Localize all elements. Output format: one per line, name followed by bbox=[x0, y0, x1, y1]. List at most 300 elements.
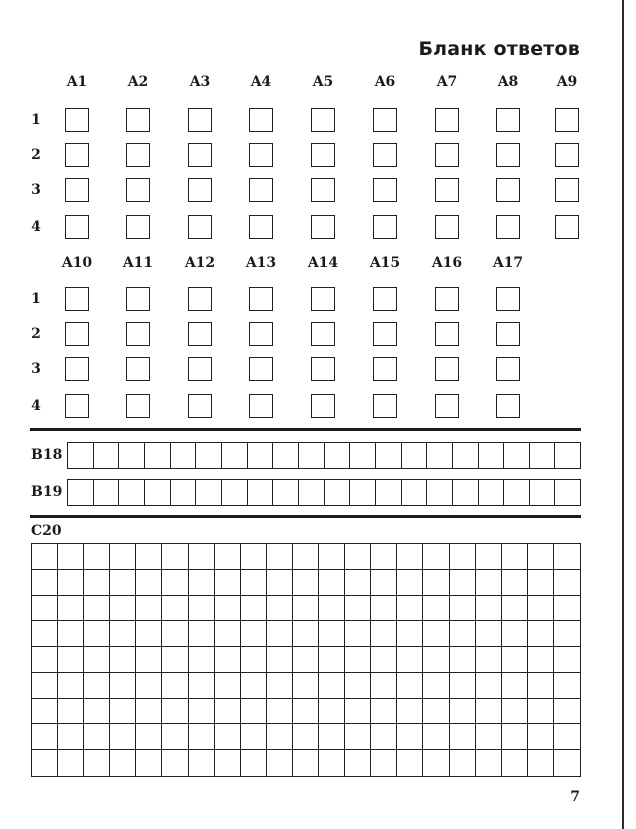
grid-cell[interactable] bbox=[397, 621, 423, 647]
answer-box-a2-2[interactable] bbox=[126, 143, 150, 167]
answer-box-a12-2[interactable] bbox=[188, 322, 212, 346]
answer-box-a13-2[interactable] bbox=[249, 322, 273, 346]
grid-cell[interactable] bbox=[319, 570, 345, 596]
answer-box-a11-3[interactable] bbox=[126, 357, 150, 381]
answer-cell[interactable] bbox=[222, 443, 248, 468]
grid-cell[interactable] bbox=[528, 544, 554, 570]
grid-cell[interactable] bbox=[345, 673, 371, 699]
grid-cell[interactable] bbox=[32, 724, 58, 750]
grid-cell[interactable] bbox=[58, 621, 84, 647]
answer-cell[interactable] bbox=[530, 443, 556, 468]
grid-cell[interactable] bbox=[476, 699, 502, 725]
grid-cell[interactable] bbox=[136, 673, 162, 699]
answer-box-a17-1[interactable] bbox=[496, 287, 520, 311]
grid-cell[interactable] bbox=[58, 647, 84, 673]
answer-box-a2-4[interactable] bbox=[126, 215, 150, 239]
answer-box-a12-1[interactable] bbox=[188, 287, 212, 311]
answer-box-a8-4[interactable] bbox=[496, 215, 520, 239]
answer-box-a13-1[interactable] bbox=[249, 287, 273, 311]
grid-cell[interactable] bbox=[502, 647, 528, 673]
grid-cell[interactable] bbox=[476, 750, 502, 776]
answer-box-a9-3[interactable] bbox=[555, 178, 579, 202]
grid-cell[interactable] bbox=[528, 647, 554, 673]
grid-cell[interactable] bbox=[267, 544, 293, 570]
answer-box-a16-4[interactable] bbox=[435, 394, 459, 418]
answer-box-a3-4[interactable] bbox=[188, 215, 212, 239]
answer-cell[interactable] bbox=[196, 480, 222, 505]
grid-cell[interactable] bbox=[110, 570, 136, 596]
grid-cell[interactable] bbox=[371, 673, 397, 699]
grid-cell[interactable] bbox=[58, 673, 84, 699]
grid-cell[interactable] bbox=[397, 647, 423, 673]
grid-cell[interactable] bbox=[58, 596, 84, 622]
grid-cell[interactable] bbox=[319, 724, 345, 750]
grid-cell[interactable] bbox=[554, 647, 580, 673]
grid-cell[interactable] bbox=[241, 699, 267, 725]
grid-cell[interactable] bbox=[345, 596, 371, 622]
grid-cell[interactable] bbox=[528, 724, 554, 750]
answer-box-a12-3[interactable] bbox=[188, 357, 212, 381]
answer-box-a10-2[interactable] bbox=[65, 322, 89, 346]
b19-answer-field[interactable] bbox=[67, 479, 581, 506]
grid-cell[interactable] bbox=[32, 647, 58, 673]
answer-box-a5-1[interactable] bbox=[311, 108, 335, 132]
grid-cell[interactable] bbox=[136, 750, 162, 776]
grid-cell[interactable] bbox=[162, 596, 188, 622]
answer-box-a9-4[interactable] bbox=[555, 215, 579, 239]
grid-cell[interactable] bbox=[554, 724, 580, 750]
grid-cell[interactable] bbox=[241, 544, 267, 570]
answer-box-a15-3[interactable] bbox=[373, 357, 397, 381]
answer-cell[interactable] bbox=[299, 480, 325, 505]
grid-cell[interactable] bbox=[241, 596, 267, 622]
answer-cell[interactable] bbox=[427, 480, 453, 505]
answer-cell[interactable] bbox=[248, 480, 274, 505]
grid-cell[interactable] bbox=[293, 750, 319, 776]
grid-cell[interactable] bbox=[423, 750, 449, 776]
grid-cell[interactable] bbox=[58, 570, 84, 596]
grid-cell[interactable] bbox=[110, 673, 136, 699]
answer-cell[interactable] bbox=[171, 480, 197, 505]
answer-box-a7-1[interactable] bbox=[435, 108, 459, 132]
grid-cell[interactable] bbox=[554, 570, 580, 596]
grid-cell[interactable] bbox=[267, 673, 293, 699]
answer-box-a14-3[interactable] bbox=[311, 357, 335, 381]
grid-cell[interactable] bbox=[267, 621, 293, 647]
answer-cell[interactable] bbox=[555, 443, 580, 468]
answer-box-a4-2[interactable] bbox=[249, 143, 273, 167]
answer-box-a17-2[interactable] bbox=[496, 322, 520, 346]
grid-cell[interactable] bbox=[371, 544, 397, 570]
answer-cell[interactable] bbox=[119, 480, 145, 505]
grid-cell[interactable] bbox=[162, 621, 188, 647]
grid-cell[interactable] bbox=[58, 544, 84, 570]
answer-box-a7-4[interactable] bbox=[435, 215, 459, 239]
grid-cell[interactable] bbox=[476, 724, 502, 750]
grid-cell[interactable] bbox=[84, 596, 110, 622]
grid-cell[interactable] bbox=[450, 544, 476, 570]
grid-cell[interactable] bbox=[554, 544, 580, 570]
grid-cell[interactable] bbox=[162, 570, 188, 596]
grid-cell[interactable] bbox=[215, 724, 241, 750]
grid-cell[interactable] bbox=[345, 699, 371, 725]
grid-cell[interactable] bbox=[476, 647, 502, 673]
answer-cell[interactable] bbox=[402, 480, 428, 505]
grid-cell[interactable] bbox=[162, 673, 188, 699]
answer-box-a13-3[interactable] bbox=[249, 357, 273, 381]
grid-cell[interactable] bbox=[241, 750, 267, 776]
grid-cell[interactable] bbox=[84, 750, 110, 776]
answer-box-a3-1[interactable] bbox=[188, 108, 212, 132]
answer-box-a8-1[interactable] bbox=[496, 108, 520, 132]
grid-cell[interactable] bbox=[84, 699, 110, 725]
answer-box-a5-4[interactable] bbox=[311, 215, 335, 239]
grid-cell[interactable] bbox=[502, 699, 528, 725]
answer-box-a9-1[interactable] bbox=[555, 108, 579, 132]
grid-cell[interactable] bbox=[162, 699, 188, 725]
grid-cell[interactable] bbox=[267, 596, 293, 622]
answer-cell[interactable] bbox=[273, 443, 299, 468]
answer-cell[interactable] bbox=[453, 443, 479, 468]
grid-cell[interactable] bbox=[267, 724, 293, 750]
grid-cell[interactable] bbox=[502, 544, 528, 570]
grid-cell[interactable] bbox=[110, 596, 136, 622]
grid-cell[interactable] bbox=[293, 724, 319, 750]
grid-cell[interactable] bbox=[267, 570, 293, 596]
grid-cell[interactable] bbox=[136, 570, 162, 596]
grid-cell[interactable] bbox=[110, 544, 136, 570]
answer-box-a6-4[interactable] bbox=[373, 215, 397, 239]
grid-cell[interactable] bbox=[32, 544, 58, 570]
answer-cell[interactable] bbox=[555, 480, 580, 505]
answer-box-a10-1[interactable] bbox=[65, 287, 89, 311]
grid-cell[interactable] bbox=[136, 699, 162, 725]
answer-box-a2-1[interactable] bbox=[126, 108, 150, 132]
grid-cell[interactable] bbox=[136, 647, 162, 673]
answer-box-a15-1[interactable] bbox=[373, 287, 397, 311]
answer-box-a6-2[interactable] bbox=[373, 143, 397, 167]
grid-cell[interactable] bbox=[476, 570, 502, 596]
answer-cell[interactable] bbox=[196, 443, 222, 468]
answer-box-a1-4[interactable] bbox=[65, 215, 89, 239]
grid-cell[interactable] bbox=[162, 544, 188, 570]
answer-box-a8-3[interactable] bbox=[496, 178, 520, 202]
grid-cell[interactable] bbox=[502, 724, 528, 750]
grid-cell[interactable] bbox=[215, 647, 241, 673]
grid-cell[interactable] bbox=[58, 750, 84, 776]
grid-cell[interactable] bbox=[189, 673, 215, 699]
answer-cell[interactable] bbox=[248, 443, 274, 468]
answer-box-a7-2[interactable] bbox=[435, 143, 459, 167]
grid-cell[interactable] bbox=[241, 673, 267, 699]
answer-cell[interactable] bbox=[299, 443, 325, 468]
answer-cell[interactable] bbox=[325, 480, 351, 505]
grid-cell[interactable] bbox=[528, 699, 554, 725]
grid-cell[interactable] bbox=[423, 647, 449, 673]
answer-box-a3-3[interactable] bbox=[188, 178, 212, 202]
answer-box-a9-2[interactable] bbox=[555, 143, 579, 167]
answer-box-a1-3[interactable] bbox=[65, 178, 89, 202]
grid-cell[interactable] bbox=[293, 596, 319, 622]
answer-box-a11-4[interactable] bbox=[126, 394, 150, 418]
grid-cell[interactable] bbox=[215, 621, 241, 647]
answer-box-a4-3[interactable] bbox=[249, 178, 273, 202]
grid-cell[interactable] bbox=[189, 596, 215, 622]
answer-cell[interactable] bbox=[479, 443, 505, 468]
grid-cell[interactable] bbox=[189, 544, 215, 570]
grid-cell[interactable] bbox=[319, 544, 345, 570]
answer-cell[interactable] bbox=[479, 480, 505, 505]
grid-cell[interactable] bbox=[502, 750, 528, 776]
grid-cell[interactable] bbox=[528, 621, 554, 647]
grid-cell[interactable] bbox=[32, 699, 58, 725]
grid-cell[interactable] bbox=[450, 750, 476, 776]
grid-cell[interactable] bbox=[241, 621, 267, 647]
answer-box-a14-2[interactable] bbox=[311, 322, 335, 346]
answer-box-a8-2[interactable] bbox=[496, 143, 520, 167]
grid-cell[interactable] bbox=[32, 750, 58, 776]
grid-cell[interactable] bbox=[371, 570, 397, 596]
grid-cell[interactable] bbox=[319, 750, 345, 776]
answer-cell[interactable] bbox=[94, 443, 120, 468]
grid-cell[interactable] bbox=[502, 596, 528, 622]
grid-cell[interactable] bbox=[215, 673, 241, 699]
answer-box-a16-2[interactable] bbox=[435, 322, 459, 346]
grid-cell[interactable] bbox=[450, 673, 476, 699]
grid-cell[interactable] bbox=[423, 699, 449, 725]
grid-cell[interactable] bbox=[136, 724, 162, 750]
answer-cell[interactable] bbox=[145, 443, 171, 468]
grid-cell[interactable] bbox=[554, 596, 580, 622]
grid-cell[interactable] bbox=[450, 596, 476, 622]
grid-cell[interactable] bbox=[241, 570, 267, 596]
answer-box-a6-1[interactable] bbox=[373, 108, 397, 132]
grid-cell[interactable] bbox=[84, 673, 110, 699]
grid-cell[interactable] bbox=[450, 621, 476, 647]
grid-cell[interactable] bbox=[84, 544, 110, 570]
grid-cell[interactable] bbox=[397, 724, 423, 750]
answer-box-a13-4[interactable] bbox=[249, 394, 273, 418]
answer-cell[interactable] bbox=[325, 443, 351, 468]
answer-cell[interactable] bbox=[402, 443, 428, 468]
answer-cell[interactable] bbox=[376, 443, 402, 468]
grid-cell[interactable] bbox=[293, 673, 319, 699]
grid-cell[interactable] bbox=[528, 596, 554, 622]
grid-cell[interactable] bbox=[58, 724, 84, 750]
grid-cell[interactable] bbox=[371, 647, 397, 673]
grid-cell[interactable] bbox=[345, 647, 371, 673]
answer-cell[interactable] bbox=[350, 480, 376, 505]
answer-cell[interactable] bbox=[504, 443, 530, 468]
grid-cell[interactable] bbox=[110, 750, 136, 776]
grid-cell[interactable] bbox=[32, 570, 58, 596]
grid-cell[interactable] bbox=[423, 621, 449, 647]
answer-box-a3-2[interactable] bbox=[188, 143, 212, 167]
grid-cell[interactable] bbox=[267, 750, 293, 776]
grid-cell[interactable] bbox=[189, 570, 215, 596]
answer-box-a4-4[interactable] bbox=[249, 215, 273, 239]
grid-cell[interactable] bbox=[84, 647, 110, 673]
answer-box-a17-3[interactable] bbox=[496, 357, 520, 381]
grid-cell[interactable] bbox=[502, 673, 528, 699]
grid-cell[interactable] bbox=[450, 724, 476, 750]
answer-cell[interactable] bbox=[68, 480, 94, 505]
answer-cell[interactable] bbox=[273, 480, 299, 505]
grid-cell[interactable] bbox=[371, 750, 397, 776]
grid-cell[interactable] bbox=[110, 724, 136, 750]
answer-cell[interactable] bbox=[94, 480, 120, 505]
answer-box-a10-4[interactable] bbox=[65, 394, 89, 418]
grid-cell[interactable] bbox=[267, 699, 293, 725]
grid-cell[interactable] bbox=[136, 544, 162, 570]
answer-box-a14-4[interactable] bbox=[311, 394, 335, 418]
grid-cell[interactable] bbox=[397, 596, 423, 622]
grid-cell[interactable] bbox=[528, 750, 554, 776]
answer-box-a15-2[interactable] bbox=[373, 322, 397, 346]
grid-cell[interactable] bbox=[345, 724, 371, 750]
answer-cell[interactable] bbox=[453, 480, 479, 505]
grid-cell[interactable] bbox=[319, 673, 345, 699]
grid-cell[interactable] bbox=[162, 750, 188, 776]
grid-cell[interactable] bbox=[345, 570, 371, 596]
grid-cell[interactable] bbox=[345, 621, 371, 647]
answer-box-a1-1[interactable] bbox=[65, 108, 89, 132]
answer-cell[interactable] bbox=[504, 480, 530, 505]
grid-cell[interactable] bbox=[293, 621, 319, 647]
answer-box-a5-3[interactable] bbox=[311, 178, 335, 202]
grid-cell[interactable] bbox=[554, 673, 580, 699]
grid-cell[interactable] bbox=[397, 570, 423, 596]
b18-answer-field[interactable] bbox=[67, 442, 581, 469]
grid-cell[interactable] bbox=[110, 647, 136, 673]
answer-cell[interactable] bbox=[119, 443, 145, 468]
grid-cell[interactable] bbox=[423, 673, 449, 699]
grid-cell[interactable] bbox=[528, 673, 554, 699]
grid-cell[interactable] bbox=[215, 570, 241, 596]
grid-cell[interactable] bbox=[189, 724, 215, 750]
grid-cell[interactable] bbox=[110, 699, 136, 725]
answer-cell[interactable] bbox=[376, 480, 402, 505]
grid-cell[interactable] bbox=[110, 621, 136, 647]
grid-cell[interactable] bbox=[528, 570, 554, 596]
grid-cell[interactable] bbox=[423, 570, 449, 596]
grid-cell[interactable] bbox=[476, 544, 502, 570]
grid-cell[interactable] bbox=[319, 621, 345, 647]
grid-cell[interactable] bbox=[554, 621, 580, 647]
grid-cell[interactable] bbox=[345, 544, 371, 570]
grid-cell[interactable] bbox=[371, 699, 397, 725]
grid-cell[interactable] bbox=[371, 724, 397, 750]
grid-cell[interactable] bbox=[84, 621, 110, 647]
grid-cell[interactable] bbox=[162, 647, 188, 673]
answer-cell[interactable] bbox=[222, 480, 248, 505]
grid-cell[interactable] bbox=[397, 673, 423, 699]
grid-cell[interactable] bbox=[189, 621, 215, 647]
grid-cell[interactable] bbox=[32, 596, 58, 622]
grid-cell[interactable] bbox=[32, 621, 58, 647]
answer-box-a11-1[interactable] bbox=[126, 287, 150, 311]
answer-cell[interactable] bbox=[530, 480, 556, 505]
answer-box-a16-1[interactable] bbox=[435, 287, 459, 311]
grid-cell[interactable] bbox=[450, 570, 476, 596]
c20-answer-grid[interactable] bbox=[31, 543, 581, 777]
grid-cell[interactable] bbox=[319, 647, 345, 673]
grid-cell[interactable] bbox=[371, 621, 397, 647]
answer-box-a4-1[interactable] bbox=[249, 108, 273, 132]
answer-cell[interactable] bbox=[350, 443, 376, 468]
grid-cell[interactable] bbox=[319, 596, 345, 622]
grid-cell[interactable] bbox=[345, 750, 371, 776]
answer-cell[interactable] bbox=[145, 480, 171, 505]
grid-cell[interactable] bbox=[267, 647, 293, 673]
grid-cell[interactable] bbox=[215, 596, 241, 622]
grid-cell[interactable] bbox=[84, 570, 110, 596]
grid-cell[interactable] bbox=[293, 544, 319, 570]
grid-cell[interactable] bbox=[502, 621, 528, 647]
grid-cell[interactable] bbox=[423, 544, 449, 570]
grid-cell[interactable] bbox=[58, 699, 84, 725]
answer-box-a7-3[interactable] bbox=[435, 178, 459, 202]
grid-cell[interactable] bbox=[241, 724, 267, 750]
answer-box-a14-1[interactable] bbox=[311, 287, 335, 311]
answer-box-a2-3[interactable] bbox=[126, 178, 150, 202]
answer-box-a15-4[interactable] bbox=[373, 394, 397, 418]
answer-box-a11-2[interactable] bbox=[126, 322, 150, 346]
grid-cell[interactable] bbox=[319, 699, 345, 725]
answer-box-a6-3[interactable] bbox=[373, 178, 397, 202]
answer-box-a12-4[interactable] bbox=[188, 394, 212, 418]
grid-cell[interactable] bbox=[397, 750, 423, 776]
grid-cell[interactable] bbox=[397, 544, 423, 570]
grid-cell[interactable] bbox=[450, 647, 476, 673]
grid-cell[interactable] bbox=[215, 750, 241, 776]
grid-cell[interactable] bbox=[189, 647, 215, 673]
grid-cell[interactable] bbox=[554, 750, 580, 776]
answer-cell[interactable] bbox=[171, 443, 197, 468]
grid-cell[interactable] bbox=[476, 596, 502, 622]
grid-cell[interactable] bbox=[423, 596, 449, 622]
grid-cell[interactable] bbox=[397, 699, 423, 725]
grid-cell[interactable] bbox=[423, 724, 449, 750]
grid-cell[interactable] bbox=[32, 673, 58, 699]
grid-cell[interactable] bbox=[476, 673, 502, 699]
answer-cell[interactable] bbox=[427, 443, 453, 468]
grid-cell[interactable] bbox=[554, 699, 580, 725]
grid-cell[interactable] bbox=[241, 647, 267, 673]
grid-cell[interactable] bbox=[293, 570, 319, 596]
grid-cell[interactable] bbox=[136, 596, 162, 622]
grid-cell[interactable] bbox=[450, 699, 476, 725]
grid-cell[interactable] bbox=[136, 621, 162, 647]
grid-cell[interactable] bbox=[371, 596, 397, 622]
grid-cell[interactable] bbox=[293, 699, 319, 725]
answer-box-a5-2[interactable] bbox=[311, 143, 335, 167]
grid-cell[interactable] bbox=[84, 724, 110, 750]
grid-cell[interactable] bbox=[162, 724, 188, 750]
answer-box-a17-4[interactable] bbox=[496, 394, 520, 418]
grid-cell[interactable] bbox=[215, 699, 241, 725]
answer-box-a10-3[interactable] bbox=[65, 357, 89, 381]
answer-cell[interactable] bbox=[68, 443, 94, 468]
grid-cell[interactable] bbox=[215, 544, 241, 570]
grid-cell[interactable] bbox=[476, 621, 502, 647]
answer-box-a1-2[interactable] bbox=[65, 143, 89, 167]
grid-cell[interactable] bbox=[502, 570, 528, 596]
grid-cell[interactable] bbox=[293, 647, 319, 673]
grid-cell[interactable] bbox=[189, 699, 215, 725]
answer-box-a16-3[interactable] bbox=[435, 357, 459, 381]
grid-cell[interactable] bbox=[189, 750, 215, 776]
